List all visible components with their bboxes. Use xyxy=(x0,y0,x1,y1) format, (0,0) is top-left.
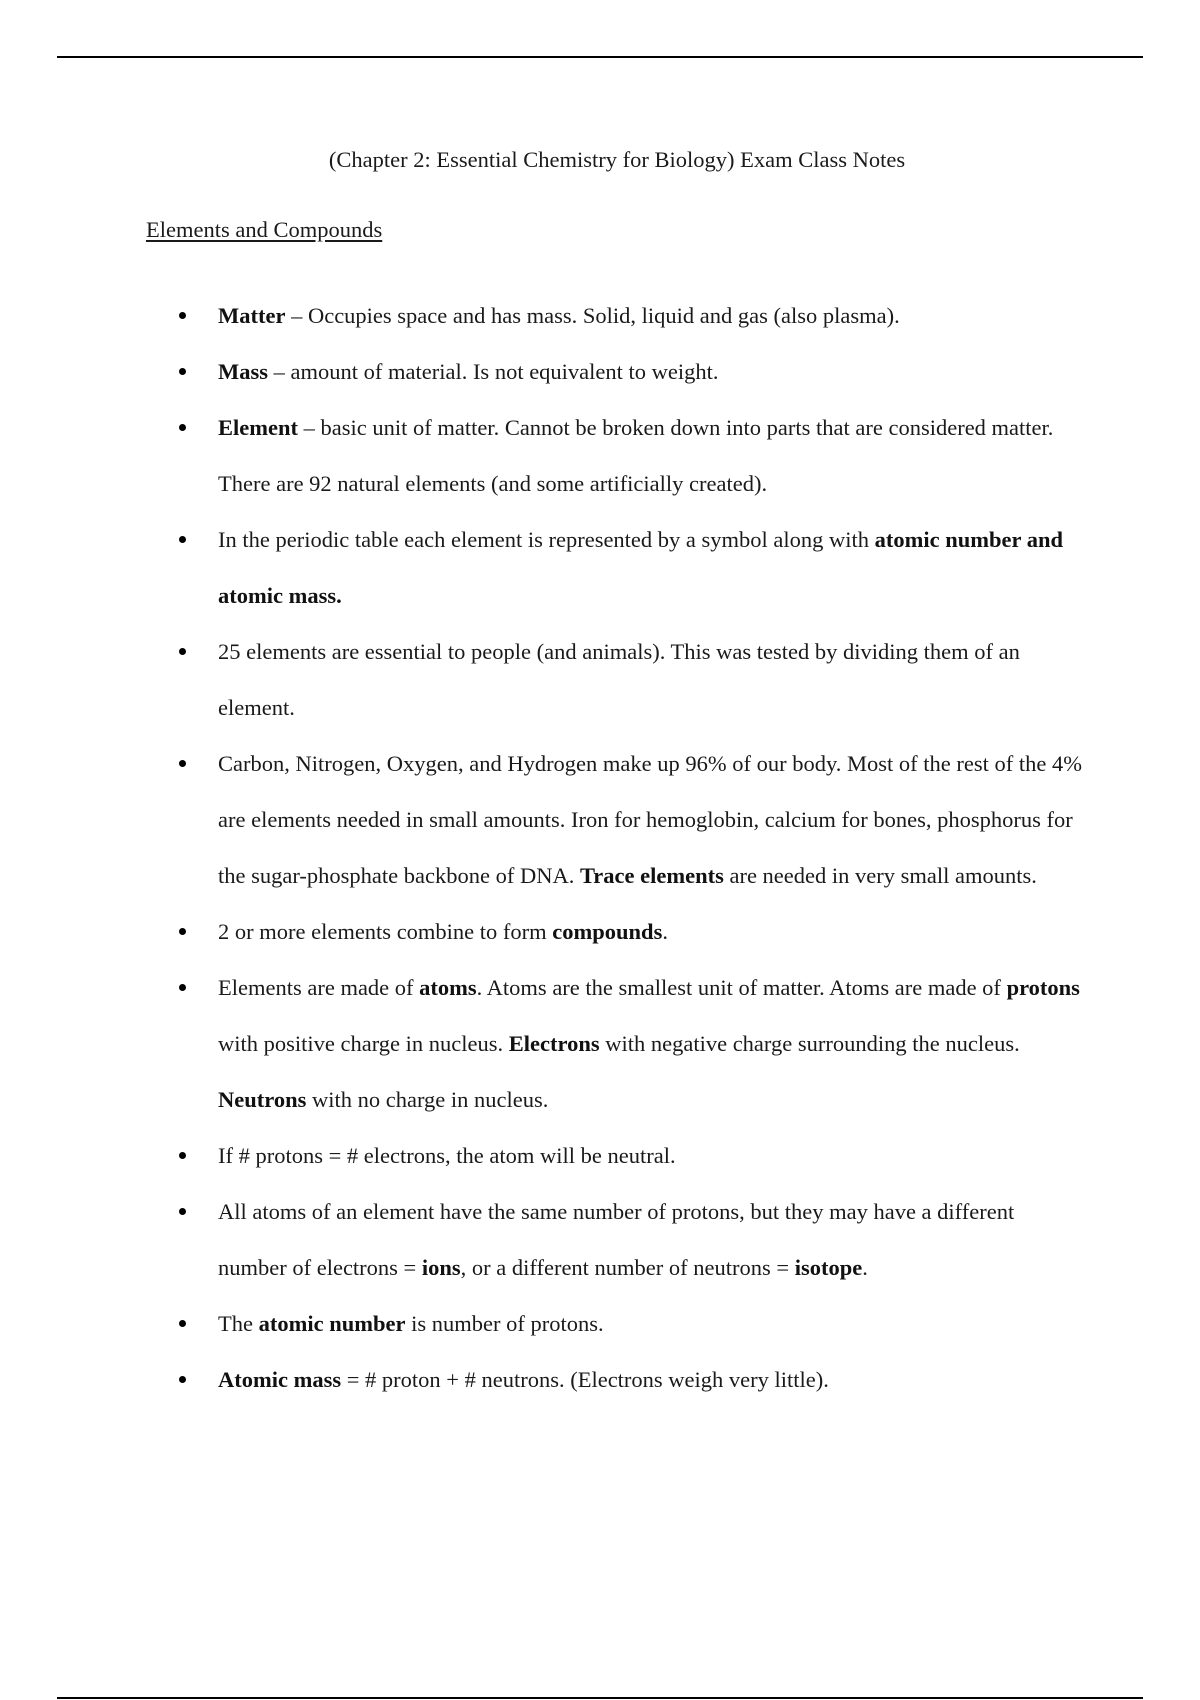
text-segment: , or a different number of neutrons = xyxy=(460,1255,795,1280)
bullet-point-icon xyxy=(179,648,186,655)
text-segment: 25 elements are essential to people (and animals). This was tested by dividing them of an element. xyxy=(218,639,1020,720)
bullet-text xyxy=(218,303,900,328)
bold-term: Matter xyxy=(218,303,286,328)
bold-term: Electrons xyxy=(508,1031,600,1056)
text-segment: In the periodic table each element is represented by a symbol along with xyxy=(218,527,875,552)
bullet-text xyxy=(218,415,1053,496)
bold-term: Mass xyxy=(218,359,268,384)
document-title: (Chapter 2: Essential Chemistry for Biology) Exam Class Notes xyxy=(328,147,906,172)
bullet-list xyxy=(146,288,1086,1408)
text-segment: . xyxy=(662,919,668,944)
bullet-point-icon xyxy=(179,312,186,319)
text-segment: . Atoms are the smallest unit of matter. Atoms are made of xyxy=(476,975,1007,1000)
bullet-text xyxy=(218,975,1080,1112)
bold-term: atomic number xyxy=(258,1311,406,1336)
bullet-text xyxy=(218,639,1020,720)
bullet-point-icon xyxy=(179,1152,186,1159)
text-segment: is number of protons. xyxy=(405,1311,604,1336)
bullet-point-icon xyxy=(179,368,186,375)
bullet-item xyxy=(146,512,1086,624)
bullet-item xyxy=(146,1296,1086,1352)
text-segment: . xyxy=(862,1255,868,1280)
bullet-point-icon xyxy=(179,536,186,543)
bullet-point-icon xyxy=(179,1376,186,1383)
page-top-rule xyxy=(57,56,1143,58)
text-segment: – basic unit of matter. Cannot be broken down into parts that are considered matter. There are 92 natural elements (and some artificially created). xyxy=(218,415,1054,496)
bullet-text xyxy=(218,919,668,944)
text-segment: – amount of material. Is not equivalent to weight. xyxy=(268,359,719,384)
bullet-item xyxy=(146,904,1086,960)
bold-term: Atomic mass xyxy=(218,1367,342,1392)
bullet-item xyxy=(146,1184,1086,1296)
bullet-point-icon xyxy=(179,984,186,991)
bullet-item xyxy=(146,288,1086,344)
text-segment: All atoms of an element have the same number of protons, but they may have a different number of electrons = xyxy=(218,1199,1015,1280)
text-segment: Carbon, Nitrogen, Oxygen, and Hydrogen make up 96% of our body. Most of the rest of the 4% are elements needed in small amounts. Iron for hemoglobin, calcium for bones, phosphorus for the sugar-phosphate backbone of DNA. xyxy=(218,751,1082,888)
bullet-point-icon xyxy=(179,760,186,767)
section-heading-elements-and-compounds: Elements and Compounds xyxy=(146,217,383,242)
bold-term: Neutrons xyxy=(218,1087,307,1112)
bullet-point-icon xyxy=(179,928,186,935)
bold-term: compounds xyxy=(552,919,663,944)
bullet-text xyxy=(218,751,1082,888)
bullet-item xyxy=(146,400,1086,512)
bullet-item xyxy=(146,624,1086,736)
text-segment: Elements are made of xyxy=(218,975,420,1000)
bullet-item xyxy=(146,344,1086,400)
bullet-text xyxy=(218,1367,829,1392)
bullet-point-icon xyxy=(179,1208,186,1215)
bold-term: atomic number and atomic mass. xyxy=(218,527,1064,608)
page-bottom-rule xyxy=(57,1697,1143,1699)
text-segment: are needed in very small amounts. xyxy=(723,863,1037,888)
text-segment: – Occupies space and has mass. Solid, liquid and gas (also plasma). xyxy=(285,303,900,328)
text-segment: If # protons = # electrons, the atom will be neutral. xyxy=(218,1143,676,1168)
bullet-text xyxy=(218,1199,1014,1280)
text-segment: with no charge in nucleus. xyxy=(306,1087,549,1112)
bold-term: ions xyxy=(421,1255,461,1280)
bold-term: isotope xyxy=(794,1255,863,1280)
bold-term: Trace elements xyxy=(579,863,724,888)
bullet-item xyxy=(146,1128,1086,1184)
bullet-item xyxy=(146,736,1086,904)
text-segment: = # proton + # neutrons. (Electrons weigh very little). xyxy=(341,1367,829,1392)
bold-term: Element xyxy=(218,415,298,440)
bullet-point-icon xyxy=(179,1320,186,1327)
text-segment: The xyxy=(218,1311,259,1336)
text-segment: with negative charge surrounding the nucleus. xyxy=(599,1031,1020,1056)
bold-term: protons xyxy=(1006,975,1080,1000)
bullet-point-icon xyxy=(179,424,186,431)
text-segment: with positive charge in nucleus. xyxy=(218,1031,509,1056)
text-segment: 2 or more elements combine to form xyxy=(218,919,553,944)
bullet-text xyxy=(218,527,1063,608)
bullet-item xyxy=(146,960,1086,1128)
bullet-text xyxy=(218,1143,676,1168)
bold-term: atoms xyxy=(419,975,477,1000)
bullet-item xyxy=(146,1352,1086,1408)
bullet-text xyxy=(218,1311,604,1336)
bullet-text xyxy=(218,359,719,384)
